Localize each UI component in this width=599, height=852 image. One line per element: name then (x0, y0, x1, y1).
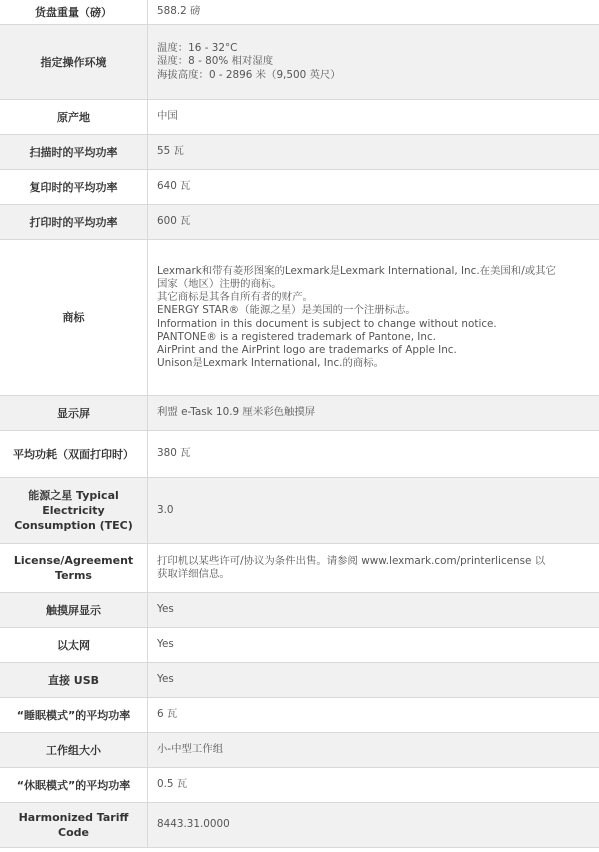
spec-row-avg-power-sleep (0, 698, 599, 733)
spec-value-line: 湿度：8 - 80% 相对湿度 (157, 55, 274, 68)
spec-row-touchscreen-display (0, 593, 599, 628)
spec-value (148, 733, 599, 767)
spec-value-line: 获取详细信息。 (157, 568, 230, 580)
spec-value-line: Yes (157, 603, 174, 616)
spec-value (148, 698, 599, 732)
spec-value (148, 593, 599, 627)
spec-label: 平均功耗（双面打印时） (0, 431, 148, 477)
spec-value-line: 380 瓦 (157, 447, 191, 460)
spec-value (148, 135, 599, 169)
spec-value-line: Yes (157, 673, 174, 686)
spec-label: 打印时的平均功率 (0, 205, 148, 239)
spec-value-line: Information in this document is subject to change without notice. (157, 317, 497, 330)
spec-value (148, 478, 599, 543)
spec-value-line: PANTONE® is a registered trademark of Pantone, Inc. (157, 330, 436, 343)
spec-row-avg-power-duplex (0, 431, 599, 478)
spec-row-license-terms (0, 544, 599, 593)
spec-label: 直接 USB (0, 663, 148, 697)
spec-label: 扫描时的平均功率 (0, 135, 148, 169)
spec-row-avg-power-hibernate (0, 768, 599, 803)
spec-value-line: 小-中型工作组 (157, 743, 224, 756)
spec-value (148, 100, 599, 134)
spec-value-line: Lexmark和带有菱形图案的Lexmark是Lexmark International, Inc.在美国和/或其它 (157, 264, 556, 277)
spec-value-line: Yes (157, 638, 174, 651)
spec-row-avg-power-scanning (0, 135, 599, 170)
spec-value-line: 国家（地区）注册的商标。 (157, 277, 282, 290)
spec-label: Harmonized Tariff Code (0, 803, 148, 847)
spec-label: 以太网 (0, 628, 148, 662)
spec-value-line: 中国 (157, 110, 178, 123)
spec-label: 商标 (0, 240, 148, 395)
spec-label: 触摸屏显示 (0, 593, 148, 627)
spec-value-line: 588.2 磅 (157, 5, 201, 18)
spec-label: “休眠模式”的平均功率 (0, 768, 148, 802)
spec-label: 原产地 (0, 100, 148, 134)
spec-value (148, 663, 599, 697)
spec-row-avg-power-printing (0, 205, 599, 240)
spec-value-line: AirPrint and the AirPrint logo are trademarks of Apple Inc. (157, 343, 457, 356)
spec-label: License/Agreement Terms (0, 544, 148, 592)
spec-value (148, 170, 599, 204)
spec-value (148, 803, 599, 847)
spec-value (148, 0, 599, 24)
spec-row-hs-code (0, 803, 599, 848)
spec-value (148, 205, 599, 239)
spec-row-country-of-origin (0, 100, 599, 135)
spec-value-line: 打印机以某些许可/协议为条件出售。请参阅 www.lexmark.com/printerlicense 以 (157, 554, 546, 567)
spec-row-avg-power-copying (0, 170, 599, 205)
spec-row-workgroup-size (0, 733, 599, 768)
spec-value-line: ENERGY STAR®（能源之星）是美国的一个注册标志。 (157, 304, 416, 317)
spec-row-trademarks (0, 240, 599, 396)
spec-value-line: 600 瓦 (157, 215, 191, 228)
spec-value-line: 3.0 (157, 503, 174, 516)
spec-value-line: 海拔高度：0 - 2896 米（9,500 英尺） (157, 68, 341, 81)
spec-value-line: 8443.31.0000 (157, 818, 230, 831)
spec-value-line: 其它商标是其各自所有者的财产。 (157, 291, 313, 304)
spec-row-operating-environment (0, 25, 599, 100)
spec-value (148, 768, 599, 802)
spec-value-line: Unison是Lexmark International, Inc.的商标。 (157, 357, 385, 370)
spec-row-display (0, 396, 599, 431)
spec-value (148, 25, 599, 99)
spec-value (148, 396, 599, 430)
spec-label: 显示屏 (0, 396, 148, 430)
spec-value-line: 640 瓦 (157, 180, 191, 193)
spec-label: 货盘重量（磅） (0, 0, 148, 24)
spec-row-energy-star-tec (0, 478, 599, 544)
spec-row-direct-usb (0, 663, 599, 698)
spec-value (148, 628, 599, 662)
spec-value-line: 55 瓦 (157, 145, 184, 158)
spec-value-line: 温度：16 - 32°C (157, 42, 238, 55)
spec-label: 工作组大小 (0, 733, 148, 767)
spec-row-pallet-weight (0, 0, 599, 25)
spec-label: “睡眠模式”的平均功率 (0, 698, 148, 732)
spec-row-ethernet (0, 628, 599, 663)
spec-value (148, 431, 599, 477)
spec-value-line: 6 瓦 (157, 708, 178, 721)
spec-label: 复印时的平均功率 (0, 170, 148, 204)
spec-label: 能源之星 Typical Electricity Consumption (TEC) (0, 478, 148, 543)
spec-value (148, 544, 599, 592)
spec-value-line: 0.5 瓦 (157, 778, 188, 791)
spec-value (148, 240, 599, 395)
spec-label: 指定操作环境 (0, 25, 148, 99)
spec-value-line: 利盟 e-Task 10.9 厘米彩色触摸屏 (157, 406, 316, 419)
